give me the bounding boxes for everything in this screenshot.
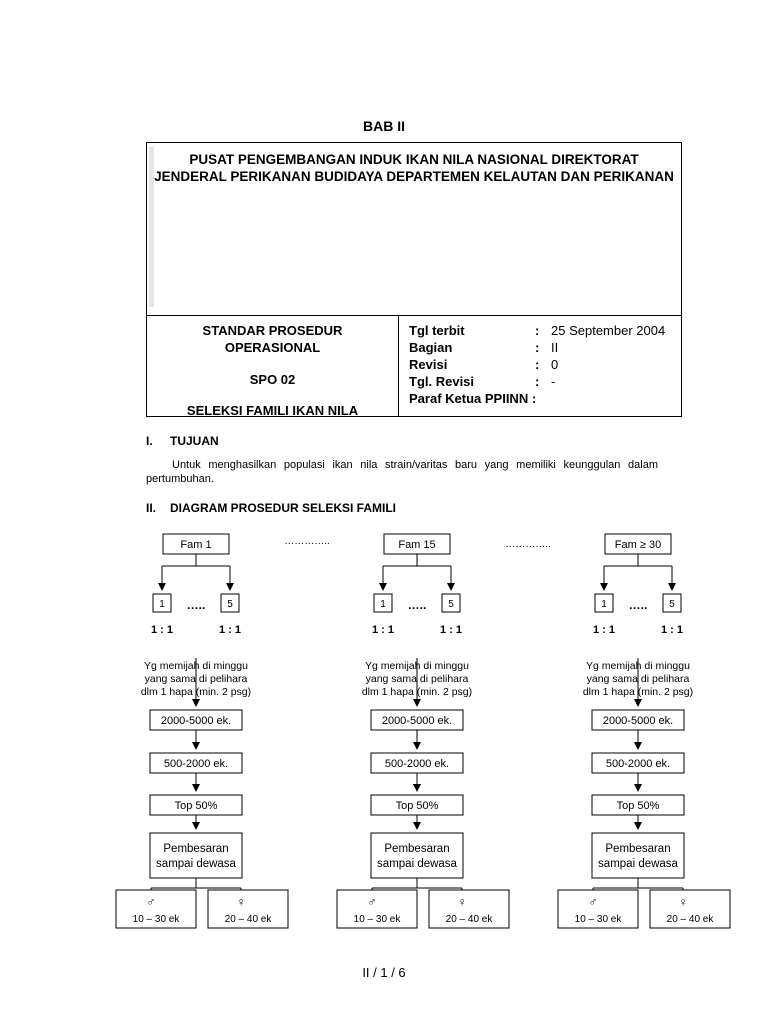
step-label: Pembesaran bbox=[384, 843, 450, 855]
section-2-number: II. bbox=[146, 501, 157, 515]
step-label: 2000-5000 ek. bbox=[602, 715, 674, 727]
family-label: Fam ≥ 30 bbox=[614, 539, 662, 551]
male-symbol: ♂ bbox=[588, 895, 598, 909]
male-symbol: ♂ bbox=[367, 895, 377, 909]
page-number: II / 1 / 6 bbox=[362, 965, 406, 980]
spawning-note-line: yang sama di pelihara bbox=[586, 673, 690, 685]
female-symbol: ♀ bbox=[236, 895, 246, 909]
pair-box-label: 1 bbox=[601, 599, 607, 610]
organization-line-2: JENDERAL PERIKANAN BUDIDAYA DEPARTEMEN KELAUTAN DAN PERIKANAN bbox=[154, 169, 674, 184]
family-range-dots: ………….. bbox=[505, 539, 551, 550]
info-label: Tgl terbit bbox=[409, 323, 465, 338]
step-label: sampai dewasa bbox=[377, 858, 457, 870]
family-label: Fam 1 bbox=[180, 539, 212, 551]
spawning-note-line: yang sama di pelihara bbox=[365, 673, 469, 685]
info-value: 0 bbox=[551, 357, 559, 372]
section-1-text: Untuk menghasilkan populasi ikan nila strain/varitas baru yang memiliki keunggulan dalam pertumbuhan. bbox=[146, 459, 658, 485]
step-label: 500-2000 ek. bbox=[605, 758, 671, 770]
step-label: Top 50% bbox=[174, 800, 218, 812]
male-count-label: 10 – 30 ek bbox=[353, 914, 401, 925]
step-label: sampai dewasa bbox=[598, 858, 678, 870]
spawning-note-line: yang sama di pelihara bbox=[144, 673, 248, 685]
organization-line-1: PUSAT PENGEMBANGAN INDUK IKAN NILA NASIONAL DIREKTORAT bbox=[189, 152, 639, 167]
info-label: Revisi bbox=[409, 357, 448, 372]
pair-box-label: 5 bbox=[227, 599, 233, 610]
female-count-label: 20 – 40 ek bbox=[445, 914, 493, 925]
female-symbol: ♀ bbox=[457, 895, 467, 909]
info-separator: : bbox=[535, 357, 540, 372]
info-label: Bagian bbox=[409, 340, 453, 355]
female-count-label: 20 – 40 ek bbox=[666, 914, 714, 925]
female-count-label: 20 – 40 ek bbox=[224, 914, 272, 925]
family-range-dots: ………….. bbox=[284, 536, 330, 547]
step-label: Top 50% bbox=[616, 800, 660, 812]
male-count-label: 10 – 30 ek bbox=[574, 914, 622, 925]
sex-ratio-label: 1 : 1 bbox=[150, 624, 174, 636]
sex-ratio-label: 1 : 1 bbox=[439, 624, 463, 636]
doc-type-line-1: STANDAR PROSEDUR bbox=[202, 323, 343, 338]
info-label: Tgl. Revisi bbox=[409, 374, 475, 389]
male-count-label: 10 – 30 ek bbox=[132, 914, 180, 925]
step-label: sampai dewasa bbox=[156, 858, 236, 870]
female-symbol: ♀ bbox=[678, 895, 688, 909]
section-1-number: I. bbox=[146, 434, 153, 448]
step-label: Pembesaran bbox=[163, 843, 229, 855]
step-box-grow-out bbox=[150, 833, 242, 878]
pair-range-dots: ….. bbox=[186, 598, 206, 612]
pair-range-dots: ….. bbox=[628, 598, 648, 612]
spawning-note-line: dlm 1 hapa (min. 2 psg) bbox=[582, 686, 694, 698]
sex-ratio-label: 1 : 1 bbox=[660, 624, 684, 636]
pair-box-label: 1 bbox=[159, 599, 165, 610]
step-label: Top 50% bbox=[395, 800, 439, 812]
step-label: Pembesaran bbox=[605, 843, 671, 855]
male-symbol: ♂ bbox=[146, 895, 156, 909]
info-label: Paraf Ketua PPIINN : bbox=[409, 391, 537, 406]
spawning-note-line: dlm 1 hapa (min. 2 psg) bbox=[361, 686, 473, 698]
step-box-grow-out bbox=[371, 833, 463, 878]
info-separator: : bbox=[535, 374, 540, 389]
info-value: II bbox=[551, 340, 559, 355]
doc-title: SELEKSI FAMILI IKAN NILA bbox=[186, 403, 359, 418]
family-label: Fam 15 bbox=[398, 539, 436, 551]
spawning-note-line: Yg memijah di minggu bbox=[144, 660, 248, 672]
pair-box-label: 5 bbox=[448, 599, 454, 610]
pair-range-dots: ….. bbox=[407, 598, 427, 612]
step-label: 500-2000 ek. bbox=[384, 758, 450, 770]
spawning-note-line: dlm 1 hapa (min. 2 psg) bbox=[140, 686, 252, 698]
spawning-note-line: Yg memijah di minggu bbox=[586, 660, 690, 672]
sex-ratio-label: 1 : 1 bbox=[218, 624, 242, 636]
step-label: 500-2000 ek. bbox=[163, 758, 229, 770]
doc-type-line-2: OPERASIONAL bbox=[224, 340, 321, 355]
spawning-note-line: Yg memijah di minggu bbox=[365, 660, 469, 672]
doc-code: SPO 02 bbox=[249, 372, 296, 387]
info-separator: : bbox=[535, 340, 540, 355]
pair-box-label: 5 bbox=[669, 599, 675, 610]
section-2-title: DIAGRAM PROSEDUR SELEKSI FAMILI bbox=[170, 501, 397, 515]
info-value: 25 September 2004 bbox=[551, 323, 666, 338]
info-separator: : bbox=[535, 323, 540, 338]
pair-box-label: 1 bbox=[380, 599, 386, 610]
chapter-title: BAB II bbox=[363, 118, 405, 134]
step-label: 2000-5000 ek. bbox=[381, 715, 453, 727]
step-label: 2000-5000 ek. bbox=[160, 715, 232, 727]
sex-ratio-label: 1 : 1 bbox=[371, 624, 395, 636]
sex-ratio-label: 1 : 1 bbox=[592, 624, 616, 636]
step-box-grow-out bbox=[592, 833, 684, 878]
info-value: - bbox=[551, 374, 556, 389]
section-1-title: TUJUAN bbox=[170, 434, 219, 448]
